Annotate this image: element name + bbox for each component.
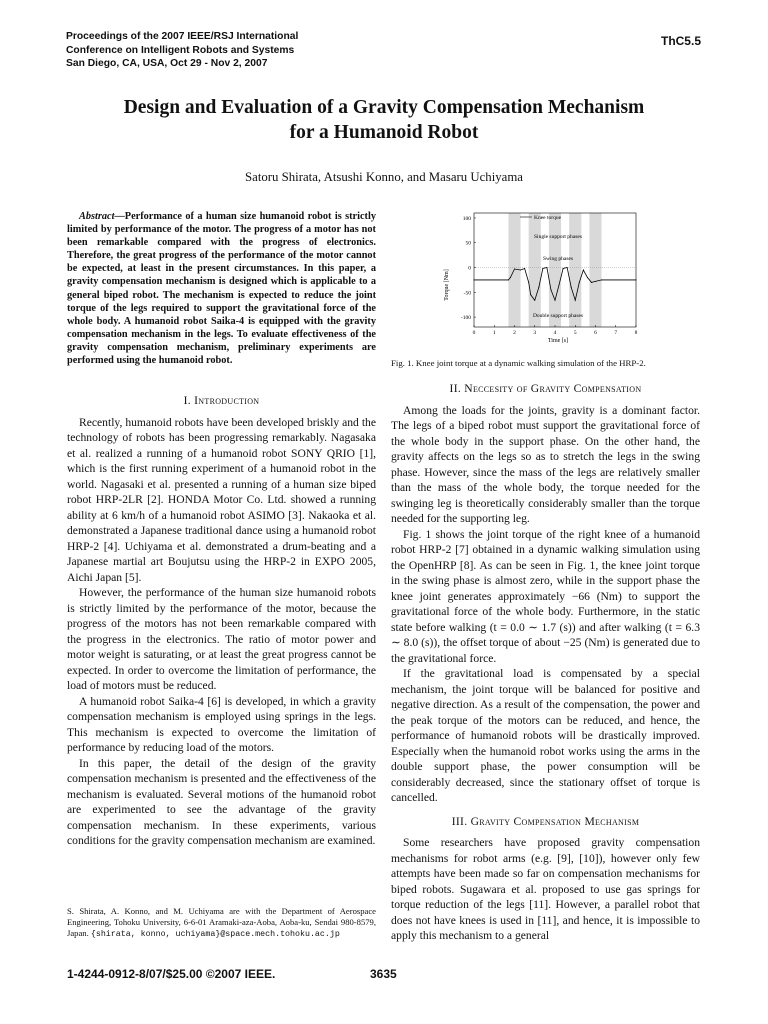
conference-line-1: Proceedings of the 2007 IEEE/RSJ International (66, 31, 299, 42)
intro-paragraph-3: A humanoid robot Saika-4 [6] is developed, in which a gravity compensation mechanism is employed using springs in the legs. This mechanism is expected to overcome the limitation of performance by reducing load of the motors. (67, 694, 376, 754)
x-tick-label-0: 0 (472, 330, 476, 336)
data-point-8 (534, 300, 535, 301)
intro-paragraph-2: However, the performance of the human size humanoid robots is strictly limited by the performance of the motor, because the progress of the motors has not been remarkable compared with the progress in the electronics. The ratio of motor power and motor weight is saturating, or at least the great progress cannot be expected. In order to overcome the limitation of performance, the load of motors must be reduced. (67, 586, 376, 692)
x-tick-label-6: 6 (594, 330, 597, 336)
figure-caption: Fig. 1. Knee joint torque at a dynamic walking simulation of the HRP-2. (391, 358, 646, 368)
data-point-14 (559, 284, 560, 285)
intro-paragraph-4: In this paper, the detail of the design of the gravity compensation mechanism is presented and the effectiveness of the mechanism is evaluated. Several motions of the humanoid robot are experimented to see the advantage of the gravity compensation mechanism. In these experiments, various conditions for the gravity compensation mechanism are examined. (67, 756, 376, 847)
page-number: 3635 (370, 967, 397, 981)
data-point-18 (575, 300, 576, 301)
data-point-11 (546, 267, 547, 268)
abstract-label: Abstract (79, 211, 115, 222)
conference-line-3: San Diego, CA, USA, Oct 29 - Nov 2, 2007 (66, 58, 268, 69)
sec2-paragraph-2: Fig. 1 shows the joint torque of the right knee of a humanoid robot HRP-2 [7] obtained in a dynamic walking simulation using the OpenHRP [8]. As can be seen in Fig. 1, the knee joint torque in the swing phase is almost zero, while in the support phase the knee joint generates approximately −66 (Nm) to support the gravitational force of the whole body. Furthermore, in the static state before walking (t = 0.0 ∼ 1.7 (s)) and after walking (t = 6.3 ∼ 8.0 (s)), the offset torque of about −25 (Nm) is generated due to the gravitational force. (391, 527, 700, 665)
data-point-7 (530, 294, 531, 295)
data-point-21 (587, 277, 588, 278)
data-point-12 (550, 289, 551, 290)
data-point-3 (514, 269, 515, 270)
knee-torque-chart (440, 205, 650, 345)
y-tick-label-3: -50 (463, 290, 471, 297)
data-point-0 (474, 279, 475, 280)
title-line-2: for a Humanoid Robot (289, 122, 479, 143)
data-point-4 (520, 270, 521, 271)
annotation-0: Single support phases (534, 234, 582, 240)
data-point-10 (542, 268, 543, 269)
copyright-line: 1-4244-0912-8/07/$25.00 ©2007 IEEE. (67, 967, 276, 981)
data-point-15 (563, 268, 564, 269)
data-point-25 (636, 279, 637, 280)
y-tick-label-1: 50 (465, 240, 471, 247)
shaded-phase-3 (569, 213, 581, 327)
y-tick-label-2: 0 (468, 265, 471, 272)
intro-paragraph-1: Recently, humanoid robots have been developed briskly and the technology of robots has been progressing remarkably. Nagasaka et al. realized a running of a humanoid robot SONY QRIO [1], which is the first running experiment of a humanoid robot in the world. Nagasaki et al. presented a running of a human size biped robot HRP-2LR [2]. HONDA Motor Co. Ltd. showed a running ability at 6 km/h of a humanoid robot ASIMO [3]. Nakaoka et al. demonstrated a Japanese traditional dance using a humanoid robot HRP-2 [4]. Uchiyama et al. demonstrated a drum-beating and a Japanese martial art Boujutsu using the HRP-2 in EXPO 2005, Aichi Japan [5]. (67, 415, 376, 584)
x-tick-label-3: 3 (533, 330, 537, 336)
affiliation-footnote (67, 906, 376, 941)
conference-line-2: Conference on Intelligent Robots and Systems (66, 44, 295, 56)
data-point-2 (510, 277, 511, 278)
data-point-1 (508, 279, 509, 280)
y-tick-label-4: -100 (460, 315, 471, 322)
session-code: ThC5.5 (660, 34, 701, 48)
y-tick-label-0: 100 (462, 215, 471, 222)
title-line-1: Design and Evaluation of a Gravity Compensation Mechanism (123, 97, 645, 118)
legend-label: Knee torque (534, 215, 562, 221)
paper-title (60, 95, 708, 145)
abstract-text: Performance of a human size humanoid robot is strictly limited by performance of the motor. The progress of a motor has not been remarkable compared with the progress of electronics. Therefore, the great progress of the performance of the motor cannot be expected, at least in the present circumstances. In this paper, a gravity compensation mechanism is designed which is applicable to a general biped robot. The mechanism is expected to reduce the joint torque of the legs required to support the gravitational force of the whole body. A humanoid robot Saika-4 is equipped with the gravity compensation mechanism in the legs. To evaluate effectiveness of the gravity compensation mechanism, preliminary experiments are performed using the humanoid robot. (67, 211, 376, 367)
abstract (67, 210, 376, 367)
x-tick-label-5: 5 (573, 330, 577, 336)
data-point-9 (538, 287, 539, 288)
shaded-phase-1 (529, 213, 541, 327)
data-point-19 (579, 282, 580, 283)
section-title-necessity: II. Neccesity of Gravity Compensation (449, 382, 642, 395)
figure-1 (440, 205, 650, 345)
x-tick-label-4: 4 (553, 330, 557, 336)
x-tick-label-8: 8 (634, 330, 638, 336)
shaded-phase-4 (589, 213, 601, 327)
abstract-dash: — (114, 211, 125, 222)
section-title-introduction: I. Introduction (183, 394, 260, 407)
sec2-paragraph-1: Among the loads for the joints, gravity is a dominant factor. The legs of a biped robot must support the gravitational force of the whole body in the support phase. On the other hand, the gravity affects on the legs so as to stretch the legs in the swing phase. However, since the mass of the legs are relatively smaller than the mass of the whole body, the torque needed for the swinging leg is theoretically considerably smaller than the torque needed for the supporting leg. (391, 403, 700, 525)
x-tick-label-2: 2 (513, 330, 516, 336)
left-column (67, 393, 376, 849)
data-point-20 (583, 270, 584, 271)
data-point-6 (528, 282, 529, 283)
data-point-22 (591, 282, 592, 283)
x-tick-label-7: 7 (614, 330, 618, 336)
data-point-13 (555, 300, 556, 301)
data-point-24 (601, 279, 602, 280)
annotation-1: Swing phases (542, 256, 574, 262)
sec2-paragraph-3: If the gravitational load is compensated by a special mechanism, the joint torque will be balanced for positive and negative direction. As a result of the compensation, the power and the peak torque of the motors can be reduced, and hence, the performance of humanoid robots will be drastically improved. Especially when the humanoid robot works using the arms in the double support phase, the power consumption will be considerably decreased, since the stationary offset of torque is cancelled. (391, 667, 700, 804)
footnote-emails: {shirata, konno, uchiyama}@space.mech.tohoku.ac.jp (90, 930, 340, 940)
footnote-text: S. Shirata, A. Konno, and M. Uchiyama are with the Department of Aerospace Engineering, Tohoku University, 6-6-01 Aramaki-aza-Aoba, Aoba-ku, Sendai 980-8579, Japan. (67, 906, 376, 939)
conference-header (66, 30, 298, 71)
sec3-paragraph-1: Some researchers have proposed gravity compensation mechanisms for robot arms (e.g. [9], [10]), however only few attempts have been made so far on compensation mechanisms for biped robots. Sugawara et al. proposed to use gas springs for torque reduction of the legs [11]. However, a parallel robot that does not have knees is used in [11], and hence, it is impossible to apply this mechanism to a general (391, 836, 700, 942)
annotation-2: Double support phases (532, 313, 584, 319)
right-column (391, 381, 700, 944)
x-tick-label-1: 1 (492, 330, 496, 336)
x-axis-label: Time [s] (547, 338, 569, 344)
data-point-17 (571, 287, 572, 288)
data-point-5 (524, 268, 525, 269)
y-axis-label: Torque [Nm] (444, 269, 450, 301)
data-point-23 (595, 281, 596, 282)
author-list: Satoru Shirata, Atsushi Konno, and Masaru Uchiyama (245, 170, 523, 184)
shaded-phase-2 (549, 213, 561, 327)
section-title-mechanism: III. Gravity Compensation Mechanism (451, 814, 640, 828)
data-point-16 (567, 267, 568, 268)
